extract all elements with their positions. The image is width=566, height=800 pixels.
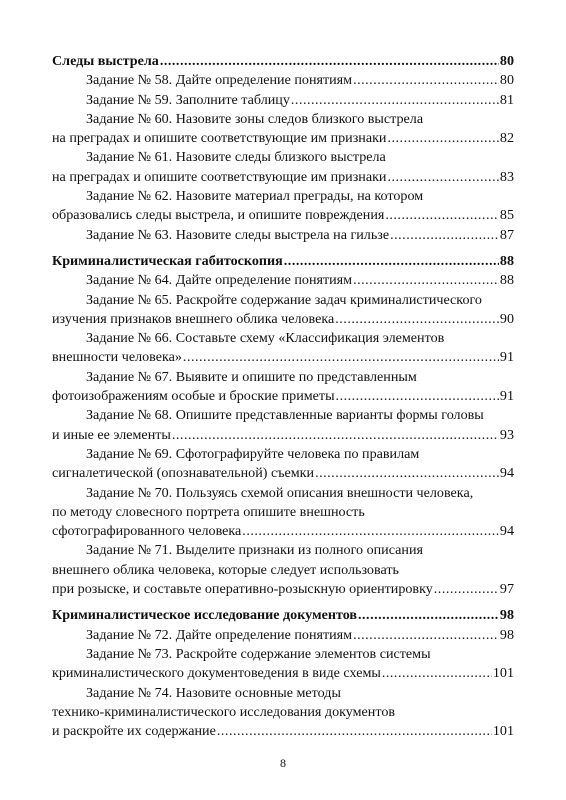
dot-leader: [217, 722, 492, 741]
toc-entry[interactable]: [52, 626, 514, 645]
entry-text: образовались следы выстрела, и опишите повреждения: [52, 207, 385, 224]
entry-text: при розыске, и составьте оперативно-розыскную ориентировку: [52, 581, 433, 598]
entry-text: Задание № 69. Сфотографируйте человека по правилам: [86, 445, 420, 462]
toc-entry-line: [52, 406, 514, 425]
dot-leader: [353, 271, 499, 290]
entry-page-number: 87: [499, 226, 514, 243]
toc-entry[interactable]: [52, 684, 514, 742]
entry-text: Задание № 68. Опишите представленные варианты формы головы: [86, 407, 484, 424]
dot-leader: [160, 52, 499, 71]
entry-text: Задание № 71. Выделите признаки из полного описания: [86, 542, 423, 559]
toc-section: [52, 252, 514, 599]
toc-entry-line: [52, 271, 514, 290]
toc-entry-line: [52, 445, 514, 464]
entry-text: внешнего облика человека, которые следует использовать: [52, 561, 399, 578]
toc-entry[interactable]: [52, 445, 514, 484]
toc-entry-line: [52, 206, 514, 225]
entry-page-number: 97: [499, 581, 514, 598]
entry-page-number: 94: [499, 523, 514, 540]
page-number: 8: [280, 756, 286, 770]
toc-entry-line: [52, 329, 514, 348]
entry-text: Задание № 67. Выявите и опишите по представленным: [86, 368, 417, 385]
toc-entry[interactable]: [52, 645, 514, 684]
entry-text: Задание № 74. Назовите основные методы: [86, 684, 341, 701]
entry-text: Задание № 63. Назовите следы выстрела на гильзе: [86, 226, 390, 243]
entry-text: Задание № 59. Заполните таблицу: [86, 91, 290, 108]
toc-entry[interactable]: [52, 541, 514, 599]
toc-entry-line: [52, 541, 514, 560]
toc-section: [52, 52, 514, 245]
toc-entry[interactable]: [52, 91, 514, 110]
toc-entry[interactable]: [52, 110, 514, 149]
toc-entry[interactable]: [52, 329, 514, 368]
entry-page-number: 93: [499, 426, 514, 443]
toc-entry-line: [52, 129, 514, 148]
dot-leader: [387, 129, 498, 148]
toc-section: [52, 606, 514, 741]
toc-entry-line: [52, 310, 514, 329]
entry-page-number: 91: [499, 388, 514, 405]
section-page-number: 88: [499, 252, 514, 269]
entry-page-number: 101: [492, 665, 514, 682]
entry-page-number: 85: [499, 207, 514, 224]
dot-leader: [183, 348, 499, 367]
entry-text: криминалистического документоведения в виде схемы: [52, 665, 381, 682]
entry-text: по методу словесного портрета опишите внешность: [52, 503, 365, 520]
entry-page-number: 83: [499, 168, 514, 185]
dot-leader: [336, 387, 499, 406]
toc-entry-line: [52, 148, 514, 167]
toc-entry-line: [52, 71, 514, 90]
entry-text: Задание № 61. Назовите следы близкого выстрела: [86, 149, 386, 166]
section-title: Криминалистическая габитоскопия: [52, 252, 283, 269]
section-page-number: 98: [499, 607, 514, 624]
dot-leader: [385, 206, 499, 225]
toc-entry[interactable]: [52, 368, 514, 407]
section-title: Следы выстрела: [52, 53, 159, 69]
toc-entry-line: [52, 368, 514, 387]
entry-page-number: 88: [499, 272, 514, 289]
dot-leader: [358, 606, 499, 625]
dot-leader: [353, 71, 499, 90]
entry-text: внешности человека»: [52, 349, 182, 366]
toc-entry-line: [52, 168, 514, 187]
section-page-number: 80: [499, 53, 514, 69]
entry-page-number: 101: [492, 723, 514, 740]
entry-page-number: 90: [499, 310, 514, 327]
toc-entry[interactable]: [52, 406, 514, 445]
toc-entry-line: [52, 91, 514, 110]
entry-text: Задание № 58. Дайте определение понятиям: [86, 72, 353, 89]
toc-entry-line: [52, 110, 514, 129]
dot-leader: [353, 626, 499, 645]
dot-leader: [335, 310, 499, 329]
toc-entry-line: [52, 484, 514, 503]
toc-entry-line: [52, 561, 514, 580]
toc-entry[interactable]: [52, 484, 514, 542]
entry-text: Задание № 72. Дайте определение понятиям: [86, 626, 353, 643]
entry-text: на преградах и опишите соответствующие им признаки: [52, 130, 387, 147]
entry-text: Задание № 70. Пользуясь схемой описания внешности человека,: [86, 484, 474, 501]
entry-text: Задание № 60. Назовите зоны следов близкого выстрела: [86, 110, 424, 127]
toc-entry-line: [52, 464, 514, 483]
dot-leader: [434, 580, 499, 599]
entry-page-number: 98: [499, 626, 514, 643]
section-title: Криминалистическое исследование документов: [52, 607, 357, 624]
toc-entry[interactable]: [52, 148, 514, 187]
toc-entry-line: [52, 426, 514, 445]
toc-entry-line: [52, 187, 514, 206]
toc-entry-line: [52, 580, 514, 599]
toc-entry[interactable]: [52, 187, 514, 226]
entry-page-number: 91: [499, 349, 514, 366]
toc-entry-line: [52, 722, 514, 741]
toc-entry-line: [52, 684, 514, 703]
dot-leader: [242, 522, 499, 541]
dot-leader: [291, 91, 499, 110]
section-heading[interactable]: [52, 252, 514, 271]
toc-entry-line: [52, 503, 514, 522]
entry-text: и раскройте их содержание: [52, 723, 216, 740]
entry-page-number: 81: [499, 91, 514, 108]
entry-text: фотоизображениям особые и броские приметы: [52, 388, 335, 405]
entry-text: на преградах и опишите соответствующие им признаки: [52, 168, 387, 185]
entry-page-number: 82: [499, 130, 514, 147]
dot-leader: [284, 252, 499, 271]
section-heading[interactable]: [52, 606, 514, 625]
toc-entry-line: [52, 291, 514, 310]
toc-entry-line: [52, 387, 514, 406]
entry-text: сигналетической (опознавательной) съемки: [52, 465, 315, 482]
entry-text: Задание № 62. Назовите материал преграды, на котором: [86, 188, 424, 205]
toc-entry[interactable]: [52, 71, 514, 90]
entry-text: изучения признаков внешнего облика человека: [52, 310, 335, 327]
toc-entry[interactable]: [52, 271, 514, 290]
toc-entry-line: [52, 703, 514, 722]
entry-text: Задание № 73. Раскройте содержание элементов системы: [86, 645, 431, 662]
toc-entry-line: [52, 626, 514, 645]
dot-leader: [387, 168, 498, 187]
section-heading[interactable]: [52, 52, 514, 71]
toc-entry-line: [52, 645, 514, 664]
entry-text: технико-криминалистического исследования документов: [52, 703, 396, 720]
toc-entry-line: [52, 348, 514, 367]
table-of-contents: [52, 52, 514, 748]
toc-entry[interactable]: [52, 226, 514, 245]
dot-leader: [382, 664, 492, 683]
entry-text: сфотографированного человека: [52, 523, 242, 540]
entry-text: Задание № 64. Дайте определение понятиям: [86, 272, 353, 289]
entry-text: Задание № 65. Раскройте содержание задач криминалистического: [86, 291, 482, 308]
dot-leader: [172, 426, 499, 445]
entry-text: и иные ее элементы: [52, 426, 171, 443]
entry-text: Задание № 66. Составьте схему «Классификация элементов: [86, 330, 445, 347]
dot-leader: [390, 226, 499, 245]
toc-entry[interactable]: [52, 291, 514, 330]
toc-entry-line: [52, 664, 514, 683]
entry-page-number: 80: [499, 72, 514, 89]
toc-entry-line: [52, 226, 514, 245]
toc-entry-line: [52, 522, 514, 541]
entry-page-number: 94: [499, 465, 514, 482]
dot-leader: [315, 464, 499, 483]
